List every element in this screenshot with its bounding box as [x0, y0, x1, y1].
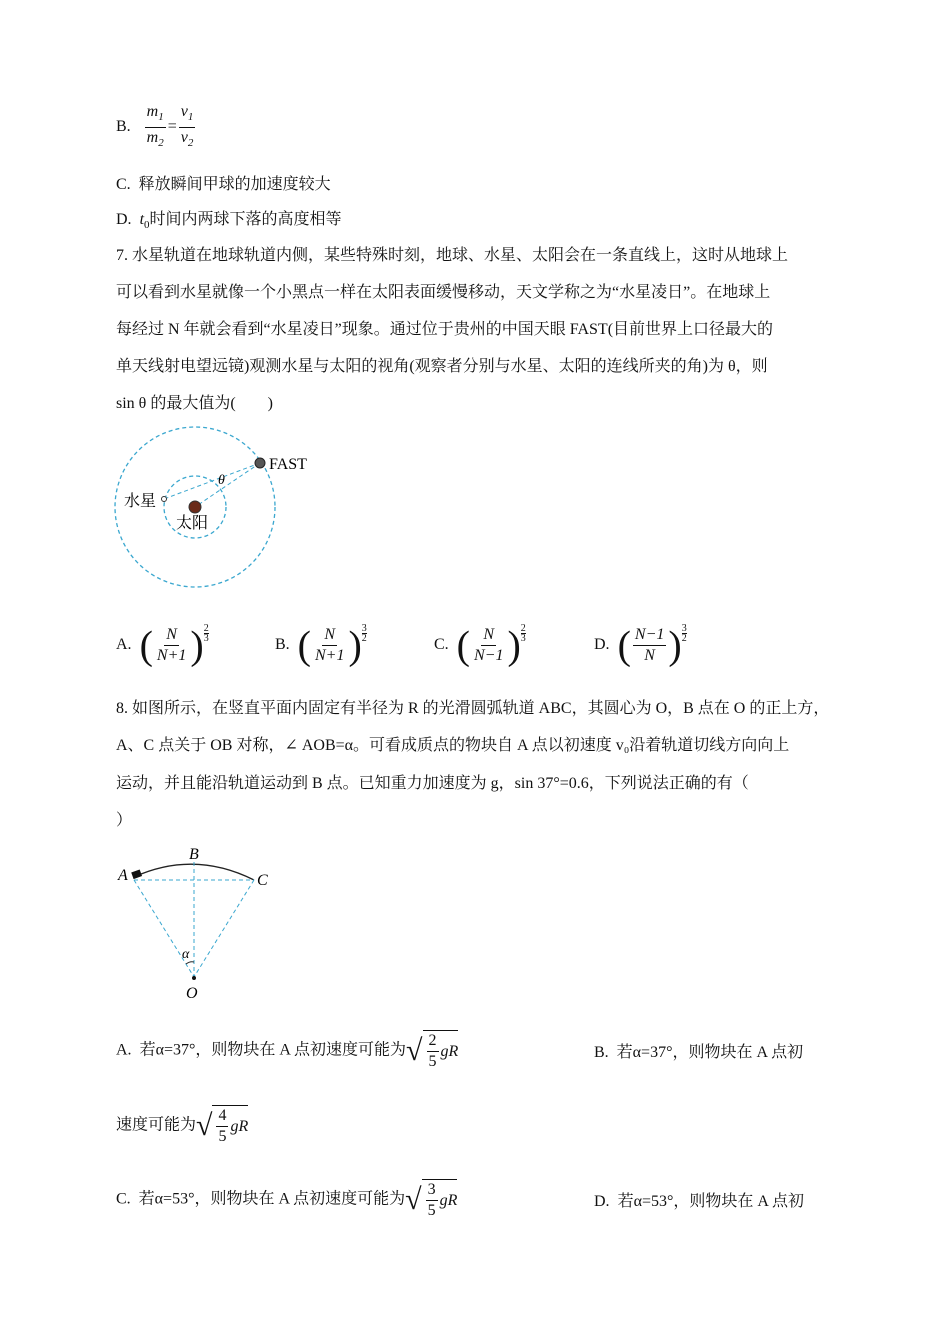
q8-line: 8. 如图所示，在竖直平面内固定有半径为 R 的光滑圆弧轨道 ABC，其圆心为 O，B 点在 O 的正上方， [116, 700, 830, 717]
svg-text:C: C [257, 872, 268, 889]
q8-option-b[interactable]: B. 若α=37°，则物块在 A 点初 [594, 1044, 804, 1061]
svg-text:A: A [118, 867, 128, 884]
q6-option-d: D. $t_0$时间内两球下落的高度相等 [116, 211, 342, 231]
orbit-diagram [110, 420, 330, 595]
sun-icon [189, 501, 201, 513]
svg-text:太阳: 太阳 [176, 515, 209, 532]
q7-line: 单天线射电望远镜)观测水星与太阳的视角(观察者分别与水星、太阳的连线所夹的角)为 θ，则 [116, 358, 768, 375]
q8-option-c[interactable]: C. 若α=53°，则物块在 A 点初速度可能为 √ $\frac{3}{5}$ gR [116, 1181, 458, 1219]
q7-line: 可以看到水星就像一个小黑点一样在太阳表面缓慢移动，天文学称之为“水星凌日”。在地球上 [116, 284, 771, 301]
svg-text:O: O [186, 985, 198, 1002]
q7-option-d[interactable]: D. ( $\frac{N-1}{N}$ ) $\frac{3}{2}$ [594, 622, 687, 668]
svg-text:水星: 水星 [124, 493, 157, 510]
fraction-m: $\frac{m_1}{m_2}$ [146, 103, 164, 149]
arc-track-diagram [110, 840, 280, 1005]
q7-line: 7. 水星轨道在地球轨道内侧，某些特殊时刻，地球、水星、太阳会在一条直线上，这时从地球上 [116, 247, 789, 264]
q7-line: sin θ 的最大值为( ) [116, 395, 273, 412]
q8-option-d[interactable]: D. 若α=53°，则物块在 A 点初 [594, 1193, 805, 1210]
fast-icon [255, 458, 265, 468]
q7-option-c[interactable]: C. ( $\frac{N}{N-1}$ ) $\frac{2}{3}$ [434, 622, 526, 668]
svg-text:FAST: FAST [269, 456, 307, 473]
option-label: B. [116, 118, 131, 136]
q7-option-a[interactable]: A. ( $\frac{N}{N+1}$ ) $\frac{2}{3}$ [116, 622, 209, 668]
svg-text:B: B [189, 846, 199, 863]
q6-option-c: C. 释放瞬间甲球的加速度较大 [116, 176, 331, 193]
q7-option-b[interactable]: B. ( $\frac{N}{N+1}$ ) $\frac{3}{2}$ [275, 622, 367, 668]
q8-line: ） [116, 812, 133, 829]
q8-option-a[interactable]: A. 若α=37°，则物块在 A 点初速度可能为 √ $\frac{2}{5}$ gR [116, 1032, 459, 1070]
svg-text:α: α [182, 947, 190, 962]
svg-text:θ: θ [218, 473, 225, 488]
mercury-icon [162, 497, 167, 502]
q8-line: 运动，并且能沿轨道运动到 B 点。已知重力加速度为 g，sin 37°=0.6，下列说法正确的有（ [116, 775, 749, 792]
q8-option-b-continued: 速度可能为 √ $\frac{4}{5}$ gR [116, 1107, 249, 1145]
q6-option-b: B. $\frac{m_1}{m_2}$ = $\frac{v_1}{v_2}$ [116, 102, 197, 153]
q8-line: A、C 点关于 OB 对称，∠ AOB=α。可看成质点的物块自 A 点以初速度 v₀沿着轨道切线方向向上 [116, 737, 790, 754]
fraction-v: $\frac{v_1}{v_2}$ [180, 103, 194, 149]
q7-line: 每经过 N 年就会看到“水星凌日”现象。通过位于贵州的中国天眼 FAST(目前世界上口径最大的 [116, 321, 774, 338]
block-icon [131, 869, 142, 879]
